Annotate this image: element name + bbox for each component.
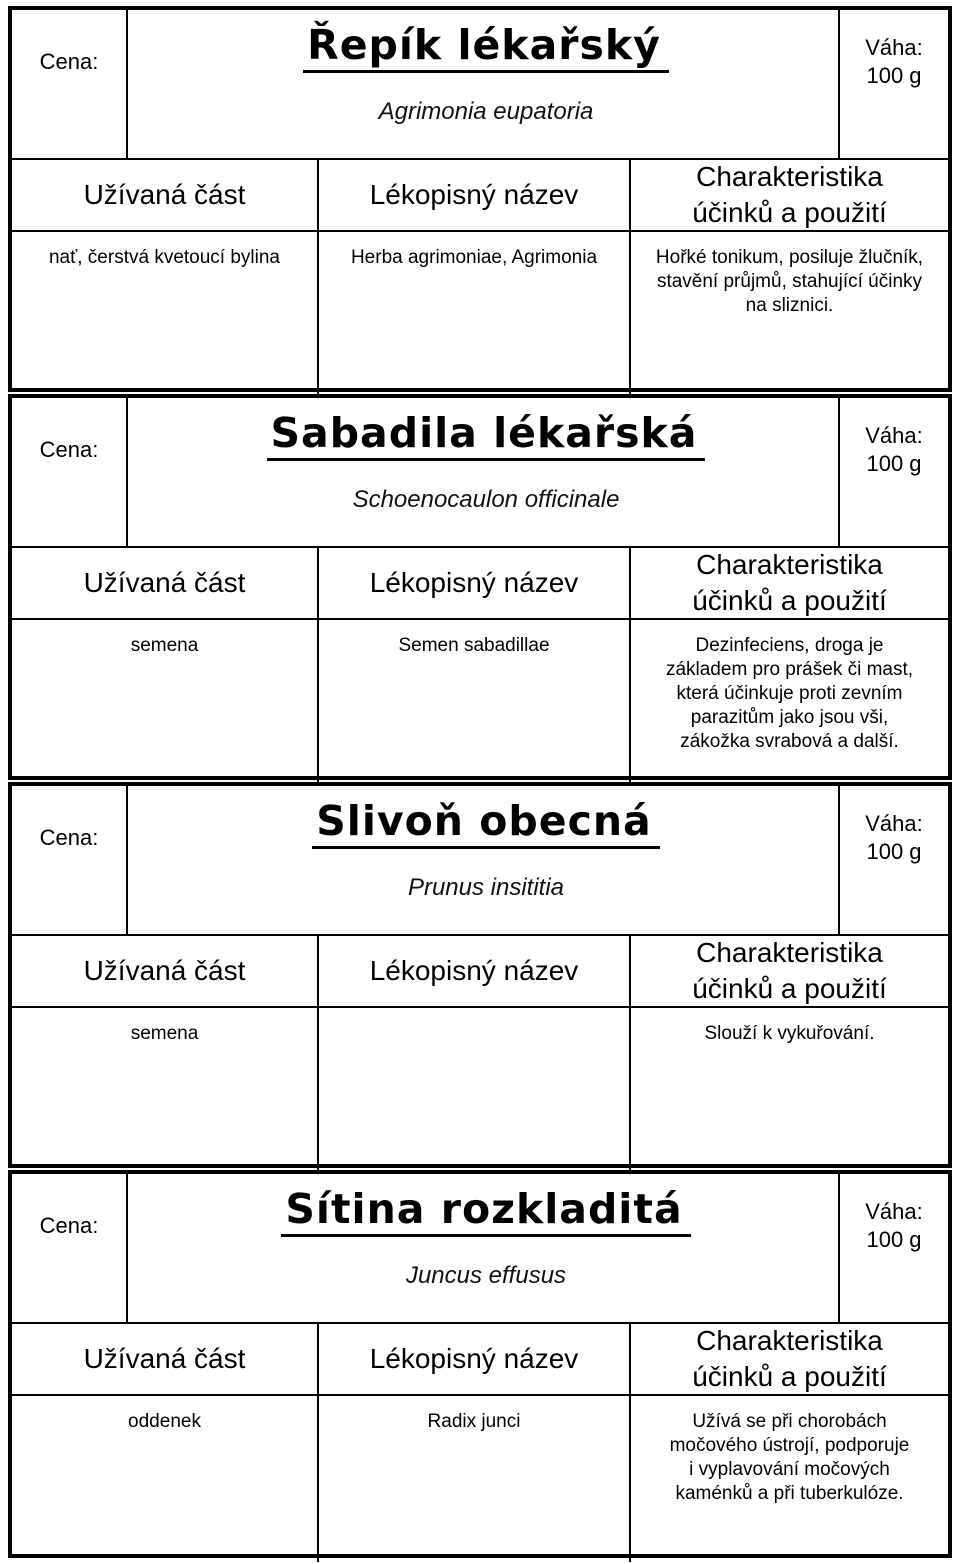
- header-official-name: Lékopisný název: [369, 179, 579, 210]
- weight-value: 100 g: [866, 451, 922, 476]
- effects-line: stavění průjmů, stahující účinky: [656, 271, 923, 292]
- used-part-value: semena: [130, 635, 199, 656]
- effects-line: i vyplavování močových: [689, 1459, 890, 1480]
- herb-card: [8, 394, 952, 780]
- effects-line: Užívá se při chorobách: [692, 1411, 887, 1432]
- effects-line: na sliznici.: [745, 295, 834, 316]
- effects-line: Dezinfeciens, droga je: [695, 635, 884, 656]
- header-official-name: Lékopisný název: [369, 1343, 579, 1374]
- herb-title-text: Řepík lékařský: [303, 20, 669, 73]
- header-characteristics-line1: Charakteristika: [696, 1325, 883, 1356]
- herb-card: [8, 6, 952, 392]
- weight-value: 100 g: [866, 63, 922, 88]
- header-characteristics-line2: účinků a použití: [692, 1361, 887, 1392]
- effects-line: která účinkuje proti zevním: [676, 683, 903, 704]
- herb-title-text: Sítina rozkladitá: [281, 1184, 690, 1237]
- herb-latin-name: Prunus insititia: [407, 874, 565, 901]
- effects-text: [631, 1022, 948, 1046]
- used-part-value: nať, čerstvá kvetoucí bylina: [48, 247, 280, 268]
- official-name-value: [319, 1022, 629, 1046]
- official-name-value: Semen sabadillae: [398, 635, 550, 656]
- price-label: Cena:: [39, 1213, 99, 1238]
- header-characteristics: [631, 1324, 948, 1394]
- herb-czech-name: [132, 408, 840, 461]
- weight-box: [840, 34, 948, 90]
- weight-label: Váha:: [865, 423, 923, 448]
- effects-line: parazitům jako jsou vši,: [690, 707, 889, 728]
- header-characteristics-line1: Charakteristika: [696, 161, 883, 192]
- effects-text: [631, 1410, 948, 1506]
- header-used-part: Užívaná část: [83, 179, 246, 210]
- header-used-part: Užívaná část: [83, 1343, 246, 1374]
- effects-line: močového ústrojí, podporuje: [669, 1435, 910, 1456]
- herb-czech-name: [132, 20, 840, 73]
- weight-box: [840, 810, 948, 866]
- effects-text: [631, 634, 948, 754]
- header-used-part: Užívaná část: [83, 567, 246, 598]
- header-characteristics: [631, 160, 948, 230]
- weight-box: [840, 1198, 948, 1254]
- header-used-part: Užívaná část: [83, 955, 246, 986]
- header-characteristics-line1: Charakteristika: [696, 937, 883, 968]
- price-label: Cena:: [39, 49, 99, 74]
- weight-value: 100 g: [866, 1227, 922, 1252]
- weight-label: Váha:: [865, 811, 923, 836]
- used-part-value: semena: [130, 1023, 199, 1044]
- header-official-name: Lékopisný název: [369, 955, 579, 986]
- official-name-value: Radix junci: [427, 1411, 521, 1432]
- herb-latin-name: Schoenocaulon officinale: [352, 486, 620, 513]
- weight-box: [840, 422, 948, 478]
- herb-czech-name: [132, 1184, 840, 1237]
- herb-title-text: Sabadila lékařská: [267, 408, 706, 461]
- herb-card: [8, 1170, 952, 1558]
- header-characteristics-line2: účinků a použití: [692, 585, 887, 616]
- effects-line: Hořké tonikum, posiluje žlučník,: [655, 247, 924, 268]
- effects-line: základem pro prášek či mast,: [665, 659, 914, 680]
- official-name-value: Herba agrimoniae, Agrimonia: [350, 247, 598, 268]
- herb-title-text: Slivoň obecná: [312, 796, 659, 849]
- price-label: Cena:: [39, 437, 99, 462]
- header-characteristics: [631, 548, 948, 618]
- price-label: Cena:: [39, 825, 99, 850]
- herb-czech-name: [132, 796, 840, 849]
- herb-latin-name: Juncus effusus: [405, 1262, 567, 1289]
- herb-latin-name: Agrimonia eupatoria: [378, 98, 594, 125]
- header-official-name: Lékopisný název: [369, 567, 579, 598]
- effects-line: kaménků a při tuberkulóze.: [675, 1483, 904, 1504]
- weight-value: 100 g: [866, 839, 922, 864]
- weight-label: Váha:: [865, 1199, 923, 1224]
- header-characteristics-line2: účinků a použití: [692, 197, 887, 228]
- header-characteristics-line2: účinků a použití: [692, 973, 887, 1004]
- effects-line: Slouží k vykuřování.: [704, 1023, 875, 1044]
- effects-text: [631, 246, 948, 318]
- header-characteristics-line1: Charakteristika: [696, 549, 883, 580]
- herb-card: [8, 782, 952, 1168]
- used-part-value: oddenek: [128, 1411, 201, 1432]
- effects-line: zákožka svrabová a další.: [680, 731, 899, 752]
- weight-label: Váha:: [865, 35, 923, 60]
- header-characteristics: [631, 936, 948, 1006]
